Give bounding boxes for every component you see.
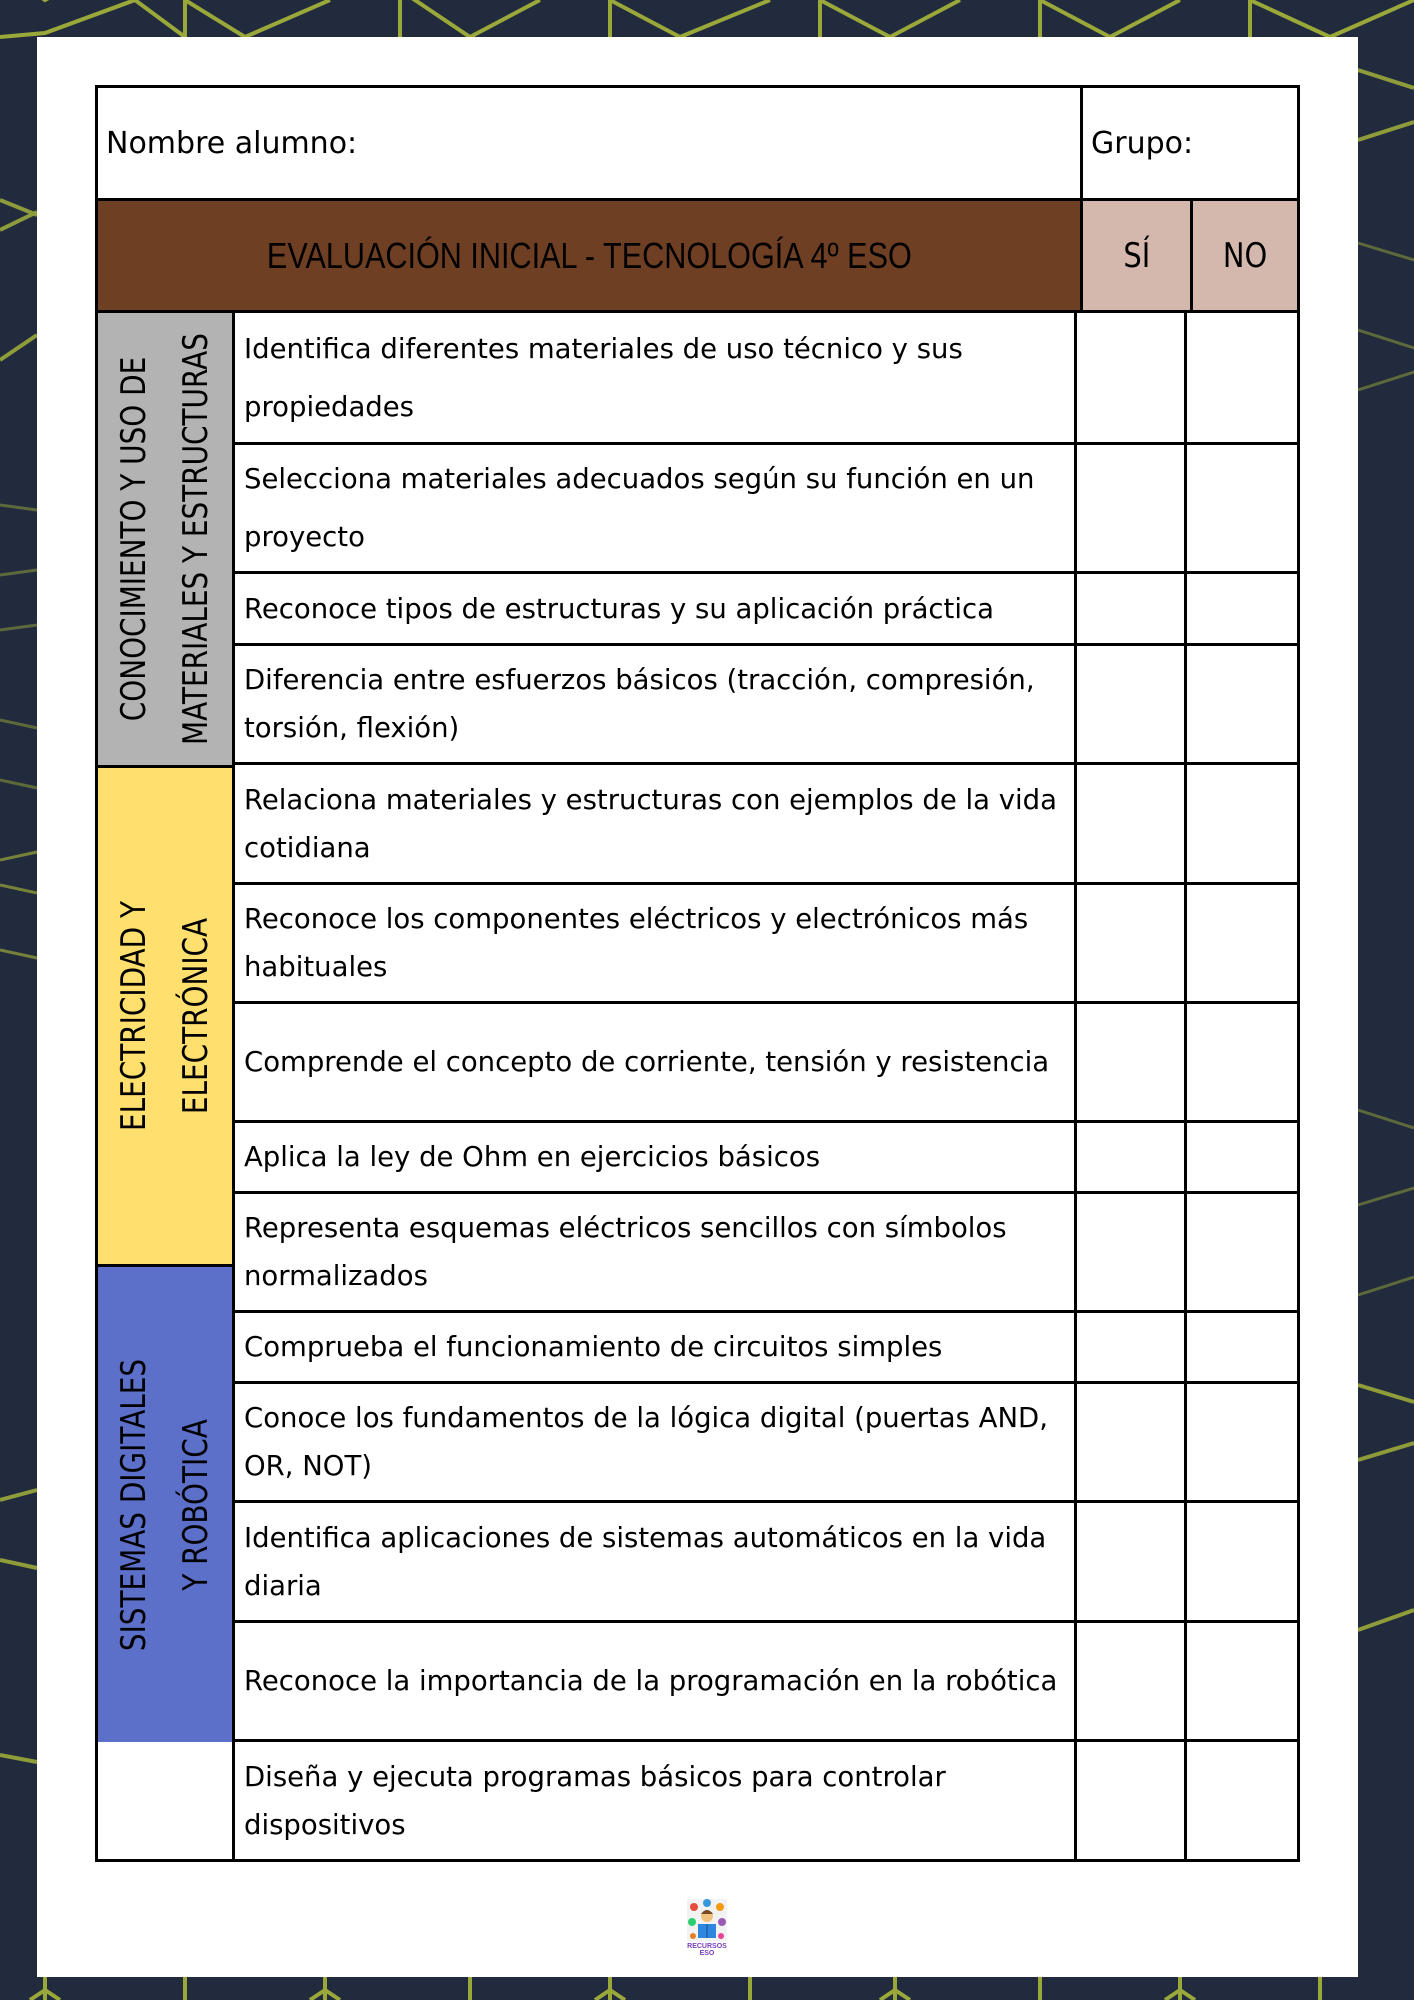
no-checkbox[interactable] [1187,574,1297,643]
criterion-row [235,882,1297,1001]
logo-icon [686,1898,728,1956]
student-name-label: Nombre alumno: [106,125,358,161]
yes-checkbox[interactable] [1077,885,1187,1001]
criterion-text [235,885,1077,1001]
criterion-label: Reconoce tipos de estructuras y su aplicación práctica [244,592,994,625]
criterion-text [235,445,1077,571]
criteria-list [235,313,1297,1859]
criterion-row [235,1381,1297,1500]
criterion-row [235,1120,1297,1191]
criterion-label: Representa esquemas eléctricos sencillos con símbolos normalizados [244,1212,1007,1292]
category-materials [98,313,232,765]
no-checkbox[interactable] [1187,1503,1297,1620]
criterion-label: Identifica aplicaciones de sistemas automáticos en la vida diaria [244,1521,1047,1602]
no-checkbox[interactable] [1187,885,1297,1001]
no-column-header [1193,201,1297,310]
criterion-text [235,574,1077,643]
no-checkbox[interactable] [1187,1194,1297,1310]
title-bar [98,201,1083,310]
yes-checkbox[interactable] [1077,445,1187,571]
yes-checkbox[interactable] [1077,1313,1187,1381]
recursos-eso-logo [686,1898,728,1956]
criterion-row [235,1739,1297,1859]
yes-checkbox[interactable] [1077,765,1187,882]
criterion-label: Relaciona materiales y estructuras con ejemplos de la vida cotidiana [244,783,1057,864]
criterion-text [235,1123,1077,1191]
criterion-row [235,643,1297,762]
yes-checkbox[interactable] [1077,1503,1187,1620]
criterion-label: Aplica la ley de Ohm en ejercicios básicos [244,1141,821,1173]
category-label: SISTEMAS DIGITALES Y ROBÓTICA [114,1358,216,1651]
criterion-row [235,1500,1297,1620]
yes-checkbox[interactable] [1077,313,1187,442]
yes-checkbox[interactable] [1077,1004,1187,1120]
criteria-body [98,310,1297,1859]
criterion-label: Comprende el concepto de corriente, tensión y resistencia [244,1046,1050,1078]
no-checkbox[interactable] [1187,1623,1297,1739]
student-name-field[interactable] [98,88,1083,198]
criterion-row [235,1620,1297,1739]
evaluation-table [95,85,1300,1862]
yes-column-header [1083,201,1193,310]
group-label: Grupo: [1091,125,1194,161]
criterion-label: Diseña y ejecuta programas básicos para controlar dispositivos [244,1760,946,1841]
yes-checkbox[interactable] [1077,1194,1187,1310]
criterion-row [235,762,1297,882]
criterion-label: Reconoce los componentes eléctricos y electrónicos más habituales [244,903,1029,983]
category-column [98,313,235,1859]
no-checkbox[interactable] [1187,1004,1297,1120]
criterion-label: Reconoce la importancia de la programación en la robótica [244,1665,1058,1697]
category-label: ELECTRICIDAD Y ELECTRÓNICA [114,901,216,1131]
criterion-text [235,1503,1077,1620]
no-checkbox[interactable] [1187,1123,1297,1191]
student-info-row [98,88,1297,198]
yes-checkbox[interactable] [1077,1623,1187,1739]
yes-checkbox[interactable] [1077,1384,1187,1500]
yes-checkbox[interactable] [1077,1123,1187,1191]
criterion-text [235,1384,1077,1500]
criterion-text [235,1742,1077,1859]
criterion-label: Diferencia entre esfuerzos básicos (tracción, compresión, torsión, flexión) [244,664,1035,744]
worksheet-page [37,37,1358,1977]
criterion-row [235,313,1297,442]
logo-text-line1: RECURSOS [687,1943,727,1950]
criterion-text [235,313,1077,442]
criterion-text [235,1194,1077,1310]
criterion-row [235,1191,1297,1310]
category-digital-robotics [98,1264,232,1742]
title-row [98,198,1297,310]
no-checkbox[interactable] [1187,445,1297,571]
no-label: NO [1222,235,1268,276]
no-checkbox[interactable] [1187,646,1297,762]
criterion-text [235,646,1077,762]
no-checkbox[interactable] [1187,313,1297,442]
no-checkbox[interactable] [1187,1384,1297,1500]
criterion-label: Comprueba el funcionamiento de circuitos simples [244,1331,943,1363]
criterion-text [235,1313,1077,1381]
criterion-text [235,1623,1077,1739]
yes-checkbox[interactable] [1077,646,1187,762]
criterion-label: Conoce los fundamentos de la lógica digital (puertas AND, OR, NOT) [244,1402,1048,1482]
criterion-row [235,1310,1297,1381]
criterion-row [235,1001,1297,1120]
criterion-text [235,765,1077,882]
logo-text-line2: ESO [699,1950,715,1956]
criterion-row [235,442,1297,571]
yes-label: SÍ [1123,235,1150,276]
no-checkbox[interactable] [1187,765,1297,882]
yes-checkbox[interactable] [1077,574,1187,643]
yes-checkbox[interactable] [1077,1742,1187,1859]
group-field[interactable] [1083,88,1297,198]
criterion-text [235,1004,1077,1120]
no-checkbox[interactable] [1187,1742,1297,1859]
criterion-label: Identifica diferentes materiales de uso técnico y sus propiedades [244,332,963,423]
criterion-row [235,571,1297,643]
page-title: EVALUACIÓN INICIAL - TECNOLOGÍA 4º ESO [266,234,912,276]
category-label: CONOCIMIENTO Y USO DE MATERIALES Y ESTRUCTURAS [114,333,216,745]
criterion-label: Selecciona materiales adecuados según su función en un proyecto [244,463,1035,553]
no-checkbox[interactable] [1187,1313,1297,1381]
category-electricity [98,765,232,1264]
